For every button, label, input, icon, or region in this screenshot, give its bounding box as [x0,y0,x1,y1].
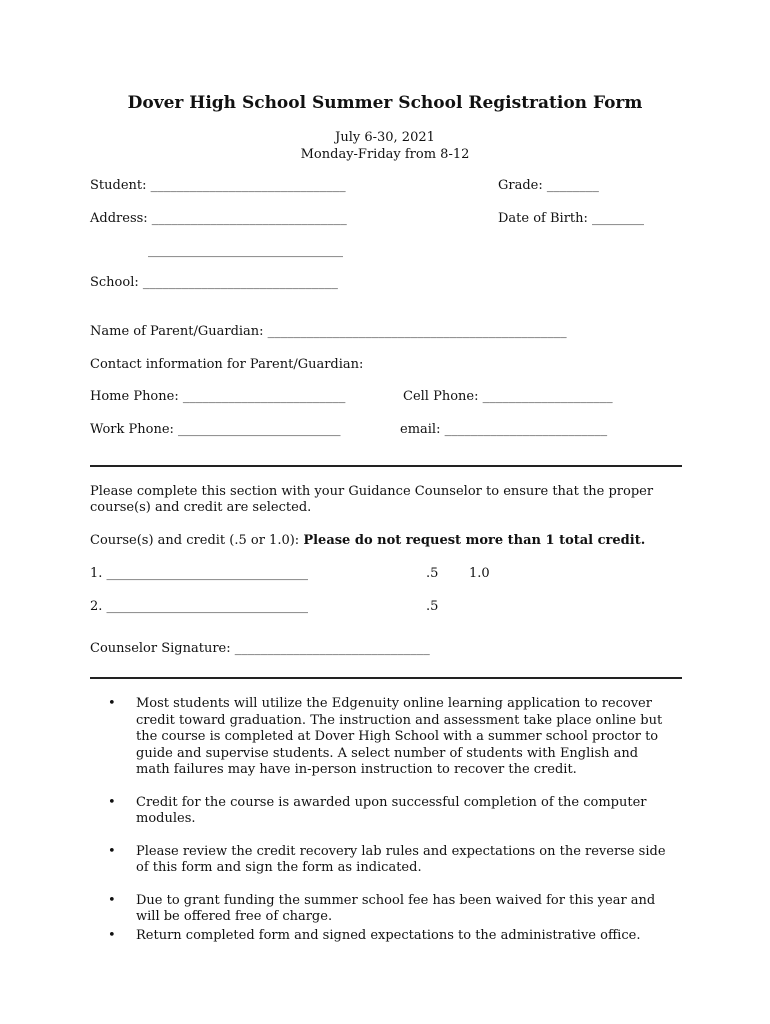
form-schedule: Monday-Friday from 8-12 [300,147,470,162]
bullet-item [108,893,668,926]
bullet-icon: • [108,794,116,810]
bullet-text: Please review the credit recovery lab rules and expectations on the reverse side of this form and sign the form as indicated. [136,843,666,875]
home-phone-field[interactable]: Home Phone: _________________________ [90,389,346,404]
bullet-icon: • [108,843,116,859]
email-field[interactable]: email: _________________________ [400,422,608,437]
counselor-instructions: Please complete this section with your Guidance Counselor to ensure that the proper course(s) and credit are selected. [90,484,654,515]
bullet-text: Most students will utilize the Edgenuity online learning application to recover credit toward graduation. The instruction and assessment take place online but the course is completed at Dover High School with a summer school proctor to guide and supervise students. A select number of students with English and math failures may have in-person instruction to recover the credit. [136,696,663,777]
parent-name-field[interactable]: Name of Parent/Guardian: ______________________________________________ [90,324,567,339]
student-field[interactable]: Student: ______________________________ [90,178,346,193]
course-credit-label: Course(s) and credit (.5 or 1.0): [90,533,304,548]
address-field[interactable]: Address: ______________________________ [90,211,347,226]
course-credit-warning: Please do not request more than 1 total credit. [303,533,646,548]
bullet-item [108,928,668,945]
form-title: Dover High School Summer School Registration Form [127,93,643,113]
school-field[interactable]: School: ______________________________ [90,275,338,290]
bullet-text: Due to grant funding the summer school fee has been waived for this year and will be offered free of charge. [136,892,656,924]
bullet-icon: • [108,696,116,711]
counselor-signature-field[interactable]: Counselor Signature: ______________________________ [90,641,430,656]
course-1-field[interactable]: 1. _______________________________ [90,566,309,581]
section-divider [90,465,682,467]
course-1-credit-half[interactable]: .5 [426,566,439,581]
bullet-item [108,795,668,828]
bullet-item [108,696,668,779]
address-line-2-field[interactable]: ______________________________ [148,243,343,258]
course-1-credit-full[interactable]: 1.0 [469,566,490,581]
course-2-credit-half[interactable]: .5 [426,599,439,614]
bullet-icon: • [108,892,116,908]
grade-field[interactable]: Grade: ________ [498,178,599,193]
section-divider-2 [90,677,682,679]
work-phone-field[interactable]: Work Phone: _________________________ [90,422,341,437]
form-dates: July 6-30, 2021 [335,130,435,145]
date-of-birth-field[interactable]: Date of Birth: ________ [498,211,645,226]
bullet-text: Return completed form and signed expectations to the administrative office. [136,927,641,943]
course-credit-line [90,533,645,548]
course-2-field[interactable]: 2. _______________________________ [90,599,309,614]
bullet-icon: • [108,927,116,943]
contact-heading: Contact information for Parent/Guardian: [90,357,364,372]
bullet-item [108,844,668,877]
info-bullet-list [108,696,668,944]
bullet-text: Credit for the course is awarded upon successful completion of the computer modules. [136,794,647,826]
cell-phone-field[interactable]: Cell Phone: ____________________ [403,389,613,404]
